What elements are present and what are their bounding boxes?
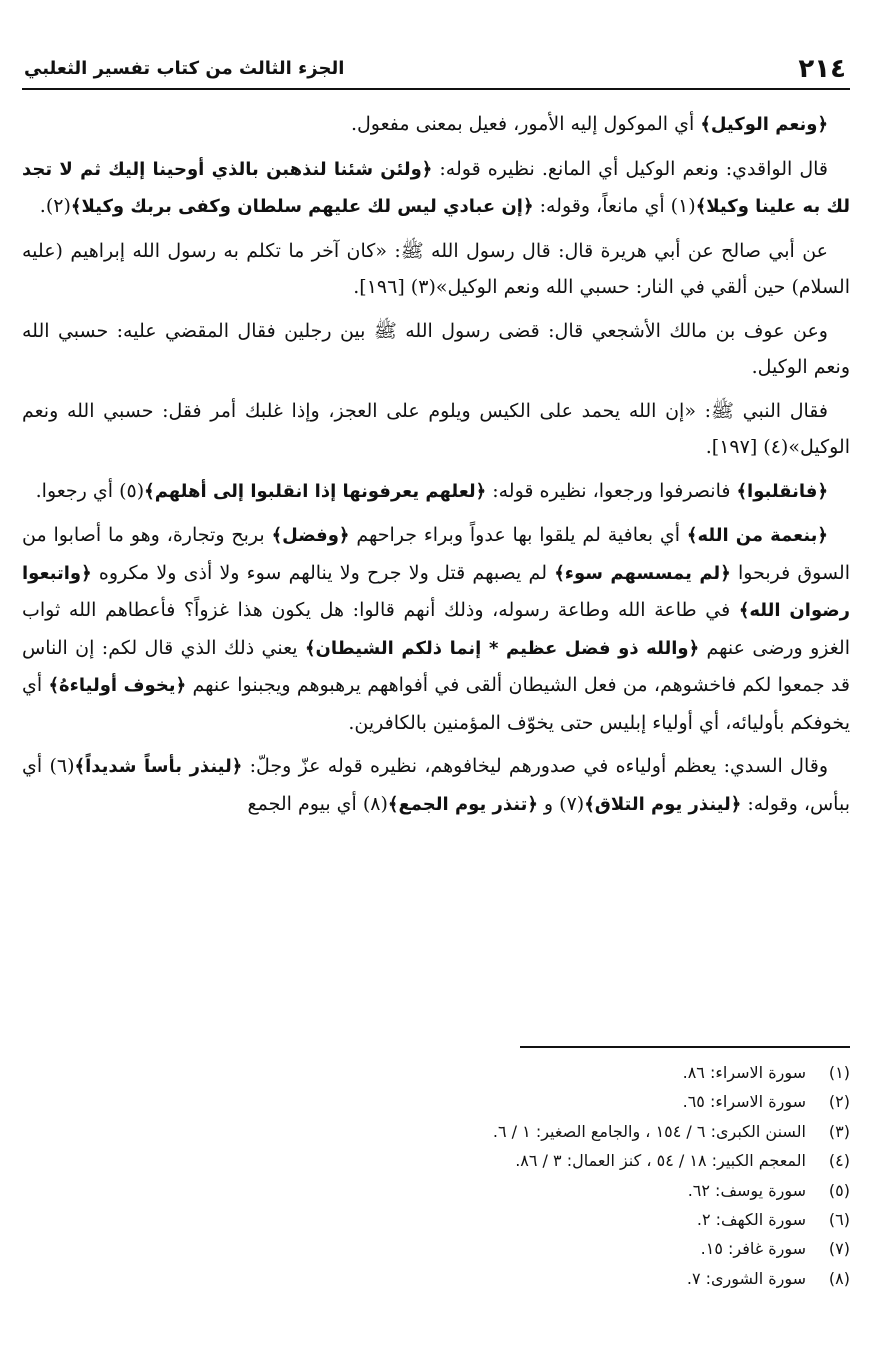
footnote-number: (٥) [828,1180,850,1200]
text-run: في طاعة الله وطاعة رسوله، وذلك أنهم قالوا: هل يكون هذا غزواً؟ فأعطاهم الله ثواب الغزو ورضى عنهم [22,599,850,659]
quran-quote: ﴿فانقلبوا﴾ [736,480,828,502]
paragraph [22,233,850,306]
footnote-number: (٤) [828,1151,850,1171]
quran-quote: ﴿ولئن شئنا لنذهبن بالذي أوحينا إليك ثم لا تجد لك به علينا وكيلا﴾ [22,158,850,217]
text-run: وقال السدي: يعظم أولياءه في صدورهم ليخافوهم، نظيره قوله عزّ وجلّ: [242,755,828,777]
quran-quote: ﴿لينذر بأساً شديداً﴾ [74,756,243,777]
paragraph [22,106,850,144]
text-run: (٧) و [537,792,585,815]
footnote-number: (١) [828,1063,850,1082]
paragraph [22,313,850,386]
quran-quote: ﴿ونعم الوكيل﴾ [700,114,828,135]
footnote-number: (٢) [828,1092,850,1112]
footnote [493,1146,850,1175]
text-run: (٥) أي رجعوا. [35,479,145,502]
text-run: قال الواقدي: ونعم الوكيل أي المانع. نظيره قوله: [432,157,828,180]
text-run: فانصرفوا ورجعوا، نظيره قوله: [486,479,737,502]
text-run: فقال النبي ﷺ: «إن الله يحمد على الكيس ويلوم على العجز، وإذا غلبك أمر فقل: حسبي الله ونعم الوكيل»(٤) [١٩٧]. [22,399,850,458]
footnote [493,1087,850,1116]
footnote-text: سورة يوسف: ٦٢. [687,1180,806,1200]
paragraph [22,393,850,466]
footnote-number: (٦) [828,1210,850,1230]
text-run: بربح وتجارة، وهو ما أصابوا من السوق فربحوا [22,524,850,584]
footnote [493,1234,850,1263]
quran-quote: ﴿إن عبادي ليس لك عليهم سلطان وكفى بربك وكيلا﴾ [70,196,534,217]
quran-quote: ﴿لعلهم يعرفونها إذا انقلبوا إلى أهلهم﴾ [144,480,487,502]
quran-quote: ﴿واتبعوا رضوان الله﴾ [22,562,850,621]
text-run: (٨) أي بيوم الجمع [247,792,388,815]
text-run: أي بعافية لم يلقوا بها عدواً وبراء جراحهم [349,524,687,546]
footnote-text: سورة الشورى: ٧. [686,1268,806,1288]
footnotes [493,1058,850,1293]
text-run: عن أبي صالح عن أبي هريرة قال: قال رسول الله ﷺ: «كان آخر ما تكلم به رسول الله إبراهيم (عليه السلام) حين ألقي في النار: حسبي الله ونعم الوكيل»(٣) [١٩٦]. [22,239,850,298]
main-text [22,106,850,830]
running-title: الجزء الثالث من كتاب تفسير الثعلبي [24,58,345,79]
paragraph [22,473,850,511]
footnote-text: سورة الكهف: ٢. [696,1210,806,1230]
quran-quote: ﴿لم يمسسهم سوء﴾ [554,562,731,584]
quran-quote: ﴿بنعمة من الله﴾ [686,525,828,546]
footnote [493,1176,850,1205]
footnote-number: (٧) [828,1239,850,1259]
paragraph [22,151,850,226]
footnote-text: سورة الاسراء: ٨٦. [682,1063,806,1082]
footnote-number: (٨) [828,1268,850,1288]
footnote-separator [520,1046,850,1048]
quran-quote: ﴿لينذر يوم التلاق﴾ [584,793,742,815]
footnote-text: السنن الكبرى: ٦ / ١٥٤ ، والجامع الصغير: ١ / ٦. [492,1121,806,1141]
text-run: (٢). [39,195,71,217]
quran-quote: ﴿تنذر يوم الجمع﴾ [387,793,538,815]
footnote-text: سورة غافر: ١٥. [700,1239,806,1259]
page-number: ٢١٤ [798,54,846,84]
quran-quote: ﴿وفضل﴾ [271,525,350,546]
page-header [22,52,850,90]
footnote-text: المعجم الكبير: ١٨ / ٥٤ ، كنز العمال: ٣ / ٨٦. [515,1151,806,1171]
text-run: يعني ذلك الذي قال لكم: إن الناس قد جمعوا لكم فاخشوهم، من فعل الشيطان ألقى في أفواههم يرهبوهم ويجبنوا عنهم [22,636,850,696]
paragraph [22,748,850,823]
text-run: لم يصبهم قتل ولا جرح ولا ينالهم سوء ولا أذى ولا مكروه [91,561,555,584]
text-run: (٦) أي ببأس، وقوله: [22,755,850,815]
text-run: (١) أي مانعاً، وقوله: [533,195,696,217]
text-run: أي الموكول إليه الأمور، فعيل بمعنى مفعول. [350,113,701,135]
footnote [493,1205,850,1234]
footnote [493,1117,850,1146]
text-run: أي يخوفكم بأوليائه، أي أولياء إبليس حتى يخوّف المؤمنين بالكافرين. [22,674,850,734]
footnote [493,1058,850,1087]
footnote-text: سورة الاسراء: ٦٥. [682,1092,806,1112]
quran-quote: ﴿يخوف أولياءهُ﴾ [48,675,187,696]
footnote-number: (٣) [828,1121,850,1141]
footnote [493,1264,850,1293]
book-page [22,52,850,1342]
text-run: وعن عوف بن مالك الأشجعي قال: قضى رسول الله ﷺ بين رجلين فقال المقضي عليه: حسبي الله ونعم الوكيل. [22,319,850,378]
quran-quote: ﴿والله ذو فضل عظيم * إنما ذلكم الشيطان﴾ [304,637,700,659]
paragraph [22,517,850,741]
